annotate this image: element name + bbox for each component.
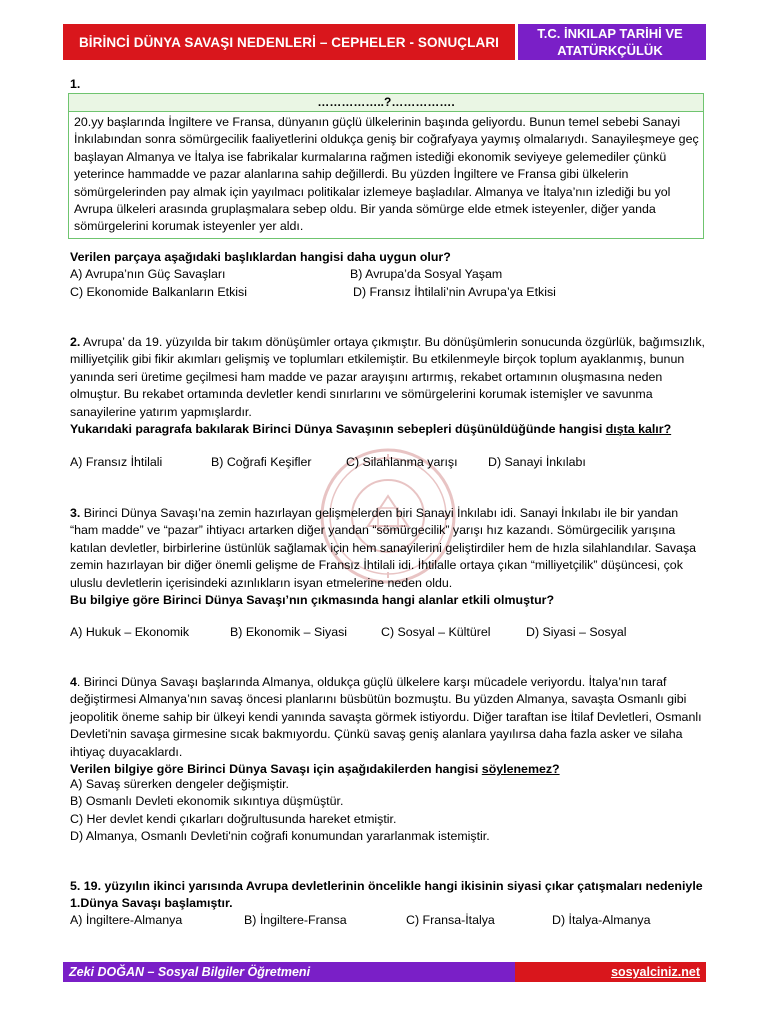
q5-options	[70, 912, 706, 930]
q3-option-d[interactable]: D) Siyasi – Sosyal	[526, 625, 627, 639]
subject-line-1: T.C. İNKILAP TARİHİ VE	[537, 26, 683, 41]
q5-option-b[interactable]: B) İngiltere-Fransa	[244, 913, 347, 927]
q1-option-a[interactable]: A) Avrupa’nın Güç Savaşları	[70, 267, 226, 281]
q3-option-b[interactable]: B) Ekonomik – Siyasi	[230, 625, 348, 639]
q4-options	[70, 776, 706, 846]
q1-number: 1.	[70, 77, 81, 91]
q1-option-c[interactable]: C) Ekonomide Balkanların Etkisi	[70, 285, 247, 299]
q2-option-d[interactable]: D) Sanayi İnkılabı	[488, 455, 586, 469]
q3-options	[70, 624, 706, 642]
q3-option-a[interactable]: A) Hukuk – Ekonomik	[70, 625, 190, 639]
q2-option-a[interactable]: A) Fransız İhtilali	[70, 455, 163, 469]
q1-box-title: ……………..?…………….	[69, 94, 703, 112]
document-title: BİRİNCİ DÜNYA SAVAŞI NEDENLERİ – CEPHELER - SONUÇLARI	[63, 24, 515, 60]
q2-option-b[interactable]: B) Coğrafi Keşifler	[211, 455, 312, 469]
q5-question: 5. 19. yüzyılın ikinci yarısında Avrupa devletlerinin öncelikle hangi ikisinin siyasi çıkar çatışmaları nedeniyle 1.Dünya Savaşı başlamıştır.	[70, 879, 703, 911]
footer-author: Zeki DOĞAN – Sosyal Bilgiler Öğretmeni	[63, 962, 515, 982]
subject-banner	[518, 24, 706, 60]
q4-option-d[interactable]: D) Almanya, Osmanlı Devleti'nin coğrafi konumundan yararlanmak istemiştir.	[70, 829, 490, 844]
q3-passage: 3. Birinci Dünya Savaşı’na zemin hazırlayan gelişmelerden biri Sanayi İnkılabı idi. Sanayi İnkılabı ile bir yandan “ham madde” ve “pazar” ihtiyacı artarken diğer yandan “sömürgecilik” yarışı hız kazandı. Sömürgecilik yarışına katılan devletler, birbirlerine üstünlük sağlamak için hem sanayilerini geliştirdiler hem de hızla silahlandılar. Savaşa zemin hazırlayan bir diğer önemli gelişme de Fransız İhtilali idi. İhtilalle ortaya çıkan “milliyetçilik” düşüncesi, çok uluslu devletlerin içerisindeki azınlıkların isyan etmelerine neden oldu. Bu bilgiye göre Birinci Dünya Savaşı’nın çıkmasında hangi alanlar etkili olmuştur?	[70, 506, 697, 608]
q1-passage: 20.yy başlarında İngiltere ve Fransa, dünyanın güçlü ülkelerinin başında geliyordu. Bunun temel sebebi Sanayi İnkılabından sonra sömürgecilik faaliyetlerini oldukça geniş bir coğrafyaya yaymış olmalarıydı. Sanayileşmeye geç başlayan Almanya ve İtalya ise fabrikalar kurmalarına rağmen istediği ekonomik seviyeye gelemediler çünkü yeterince hammadde ve pazar alanlarına sahip değillerdi. Bu yüzden İngiltere ve Fransa gibi ülkelerin sömürgelerinden pay almak için yayılmacı politikalar izlemeye başladılar. Almanya ve İtalya’nın izlediği bu yol Avrupa ülkeleri arasında gruplaşmalara sebep oldu. Bir yanda sömürge elde etmek isteyenler, diğer yanda sömürgelerini korumak isteyenler yer aldı.	[74, 115, 699, 234]
q4-option-b[interactable]: B) Osmanlı Devleti ekonomik sıkıntıya düşmüştür.	[70, 794, 344, 809]
footer-site-link[interactable]: sosyalciniz.net	[515, 962, 706, 982]
q2-option-c[interactable]: C) Silahlanma yarışı	[346, 455, 458, 469]
subject-line-2: ATATÜRKÇÜLÜK	[557, 43, 663, 58]
q4-option-a[interactable]: A) Savaş sürerken dengeler değişmiştir.	[70, 777, 290, 791]
q1-option-b[interactable]: B) Avrupa’da Sosyal Yaşam	[350, 267, 503, 281]
q2-passage: 2. Avrupa’ da 19. yüzyılda bir takım dönüşümler ortaya çıkmıştır. Bu dönüşümlerin sonucunda özgürlük, bağımsızlık, milliyetçilik gibi fikir akımları gelişmiş ve toplumları etkilemiştir. Bu etkilenmeyle birçok toplum ayaklanmış, bunun yanında seri üretime geçilmesi ham madde ve pazar arayışını artırmış, rekabet ortamının oluşmasına neden olmuştur. Bu rekabet ortamında devletler kendi sınırlarını ve sömürgelerini korumak istemişler ve savunma sanayilerine yatırım yapmışlardır. Yukarıdaki paragrafa bakılarak Birinci Dünya Savaşının sebepleri düşünüldüğünde hangisi dışta kalır?	[70, 335, 705, 437]
q1-options	[70, 266, 706, 302]
q2-options	[70, 454, 706, 472]
q1-question: Verilen parçaya aşağıdaki başlıklardan hangisi daha uygun olur?	[70, 250, 451, 264]
q3-option-c[interactable]: C) Sosyal – Kültürel	[381, 625, 491, 639]
q5-option-c[interactable]: C) Fransa-İtalya	[406, 913, 495, 927]
q1-passage-box	[68, 93, 704, 239]
q1-option-d[interactable]: D) Fransız İhtilali’nin Avrupa’ya Etkisi	[353, 285, 556, 299]
q5-option-d[interactable]: D) İtalya-Almanya	[552, 913, 651, 927]
q4-option-c[interactable]: C) Her devlet kendi çıkarları doğrultusunda hareket etmiştir.	[70, 811, 397, 826]
q5-option-a[interactable]: A) İngiltere-Almanya	[70, 913, 183, 927]
q4-passage: 4. Birinci Dünya Savaşı başlarında Almanya, oldukça güçlü ülkelere karşı mücadele veriyordu. İtalya’nın taraf değiştirmesi Almanya’nın savaş öncesi planlarını büsbütün bozmuştu. Bu yüzden Almanya, savaşta Osmanlı gibi jeopolitik öneme sahip bir ülkeyi kendi yanında savaşta görmek istiyordu. Diğer taraftan ise İtilaf Devletleri, Osmanlı Devleti'nin savaşa girmesine sıcak bakmıyordu. Çünkü savaş geniş alanlara yayılırsa daha fazla asker ve silaha ihtiyaç duyacaklardı. Verilen bilgiye göre Birinci Dünya Savaşı için aşağıdakilerden hangisi söylenemez?	[70, 675, 702, 777]
